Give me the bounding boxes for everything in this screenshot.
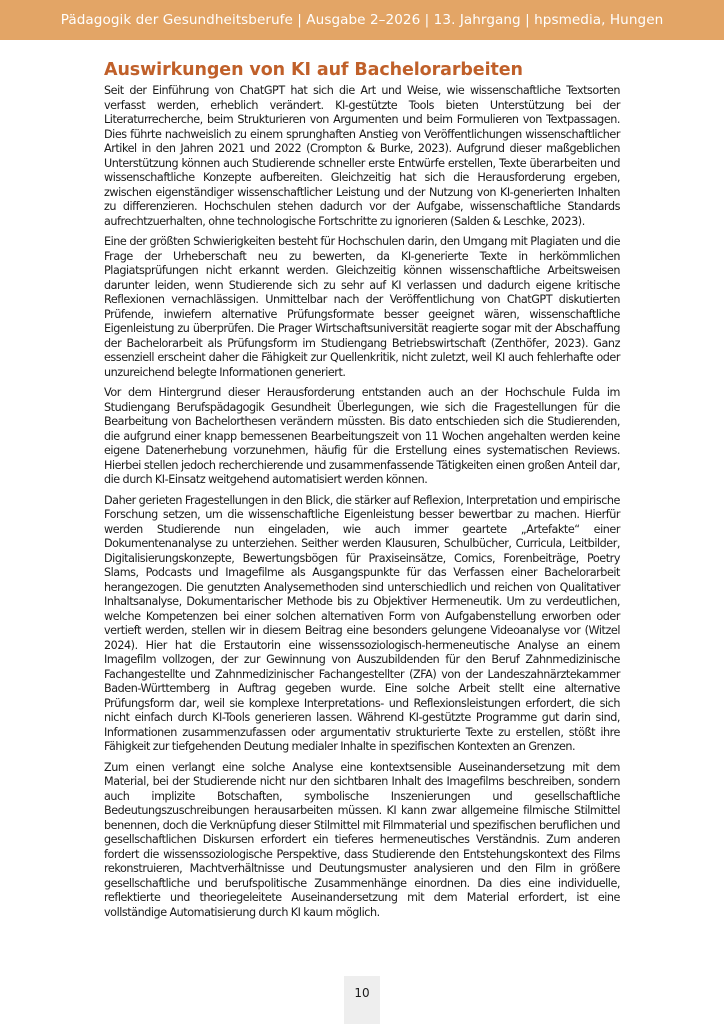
- section-heading: Auswirkungen von KI auf Bachelorarbeiten: [104, 60, 523, 80]
- journal-header-text: Pädagogik der Gesundheitsberufe | Ausgabe 2–2026 | 13. Jahrgang | hpsmedia, Hungen: [60, 12, 664, 28]
- paragraph-4: Daher gerieten Fragestellungen in den Blick, die stärker auf Reflexion, Interpretation und empirische Forschung setzen, um die wissenschaftliche Eigenleistung besser bewertbar zu machen. Hierfür werden Studierende nun eingeladen, wie auch immer geartete „Artefakte“ einer Dokumentenanalyse zu unterziehen. Seither werden Klausuren, Schulbücher, Curricula, Leitbilder, Digitalisierungskonzepte, Bewertungsbögen für Praxiseinsätze, Comics, Forenbeiträge, Poetry Slams, Podcasts und Imagefilme als Ausgangspunkte für das Verfassen einer Bachelorarbeit herangezogen. Die genutzten Analysemethoden sind unterschiedlich und reichen von Qualitativer Inhaltsanalyse, Dokumentarischer Methode bis zu Objektiver Hermeneutik. Um zu verdeutlichen, welche Kompetenzen bei einer solchen alternativen Form von Aufgabenstellung erworben oder vertieft werden, stellen wir in diesem Beitrag eine besonders gelungene Videoanalyse vor (Witzel 2024). Hier hat die Erstautorin eine wissenssoziologisch-hermeneutische Analyse an einem Imagefilm vollzogen, der zur Gewinnung von Auszubildenden für den Beruf Zahnmedizinische Fachangestellte und Zahnmedizinischer Fachangestellter (ZFA) von der Landeszahnärztekammer Baden-Württemberg in Auftrag gegeben wurde. Eine solche Arbeit stellt eine alternative Prüfungsform dar, weil sie komplexe Interpretations- und Reflexionsleistungen erfordert, die sich nicht einfach durch KI-Tools generieren lassen. Während KI-gestützte Programme gut darin sind, Informationen zusammenzufassen oder argumentativ strukturierte Texte zu erstellen, stößt ihre Fähigkeit zur tiefgehenden Deutung medialer Inhalte in spezifischen Kontexten an Grenzen.: [104, 493, 620, 753]
- paragraph-1: Seit der Einführung von ChatGPT hat sich die Art und Weise, wie wissenschaftliche Textsorten verfasst werden, erheblich verändert. KI-gestützte Tools bieten Unterstützung bei der Literaturrecherche, beim Strukturieren von Argumenten und beim Formulieren von Textpassagen. Dies führte nachweislich zu einem sprunghaften Anstieg von Veröffentlichungen wissenschaftlicher Artikel in den Jahren 2021 und 2022 (Crompton & Burke, 2023). Aufgrund dieser maßgeblichen Unterstützung können auch Studierende schneller erste Entwürfe erstellen, Texte überarbeiten und wissenschaftliche Konzepte aufbereiten. Gleichzeitig hat sich die Herausforderung ergeben, zwischen eigenständiger wissenschaftlicher Leistung und der Nutzung von KI-generierten Inhalten zu differenzieren. Hochschulen stehen dadurch vor der Aufgabe, wissenschaftliche Standards aufrechtzuerhalten, ohne technologische Fortschritte zu ignorieren (Salden & Leschke, 2023).: [104, 84, 620, 228]
- page-number-box: [344, 976, 380, 1024]
- paragraph-3: Vor dem Hintergrund dieser Herausforderung entstanden auch an der Hochschule Fulda im Studiengang Berufspädagogik Gesundheit Überlegungen, wie sich die Fragestellungen für die Bearbeitung von Bachelorthesen verändern müssten. Bis dato entschieden sich die Studierenden, die aufgrund einer knapp bemessenen Bearbeitungszeit von 11 Wochen angehalten werden keine eigene Datenerhebung vorzunehmen, häufig für die Erstellung eines systematischen Reviews. Hierbei stellen jedoch recherchierende und zusammenfassende Tätigkeiten einen großen Anteil dar, die durch KI-Einsatz weitgehend automatisiert werden können.: [104, 386, 620, 486]
- article-body: [104, 60, 620, 926]
- paragraph-5: Zum einen verlangt eine solche Analyse eine kontextsensible Auseinandersetzung mit dem Material, bei der Studierende nicht nur den sichtbaren Inhalt des Imagefilms beschreiben, sondern auch implizite Botschaften, symbolische Inszenierungen und gesellschaftliche Bedeutungszuschreibungen herausarbeiten müssen. KI kann zwar allgemeine filmische Stilmittel benennen, doch die Verknüpfung dieser Stilmittel mit Filmmaterial und spezifischen beruflichen und gesellschaftlichen Diskursen erfordert ein tieferes hermeneutisches Verständnis. Zum anderen fordert die wissenssoziologische Perspektive, dass Studierende den Entstehungskontext des Films rekonstruieren, Machtverhältnisse und Deutungsmuster analysieren und den Film in größere gesellschaftliche und berufspolitische Zusammenhänge einordnen. Da dies eine individuelle, reflektierte und theoriegeleitete Auseinandersetzung mit dem Material erfordert, ist eine vollständige Automatisierung durch KI kaum möglich.: [104, 760, 620, 919]
- journal-header-bar: [0, 0, 724, 40]
- paragraph-2: Eine der größten Schwierigkeiten besteht für Hochschulen darin, den Umgang mit Plagiaten und die Frage der Urheberschaft neu zu bewerten, da KI-generierte Texte in herkömmlichen Plagiatsprüfungen nicht erkannt werden. Gleichzeitig können wissenschaftliche Arbeitsweisen darunter leiden, wenn Studierende sich zu sehr auf KI verlassen und dadurch eigene kritische Reflexionen vernachlässigen. Unmittelbar nach der Veröffentlichung von ChatGPT diskutierten Prüfende, inwiefern alternative Prüfungsformate besser geeignet wären, wissenschaftliche Eigenleistung zu überprüfen. Die Prager Wirtschaftsuniversität reagierte sogar mit der Abschaffung der Bachelorarbeit als Prüfungsform im Studiengang Betriebswirtschaft (Zenthöfer, 2023). Ganz essenziell erscheint daher die Fähigkeit zur Quellenkritik, nicht zuletzt, weil KI auch fehlerhafte oder unzureichend belegte Informationen generiert.: [104, 235, 620, 379]
- page-number: 10: [354, 986, 370, 1000]
